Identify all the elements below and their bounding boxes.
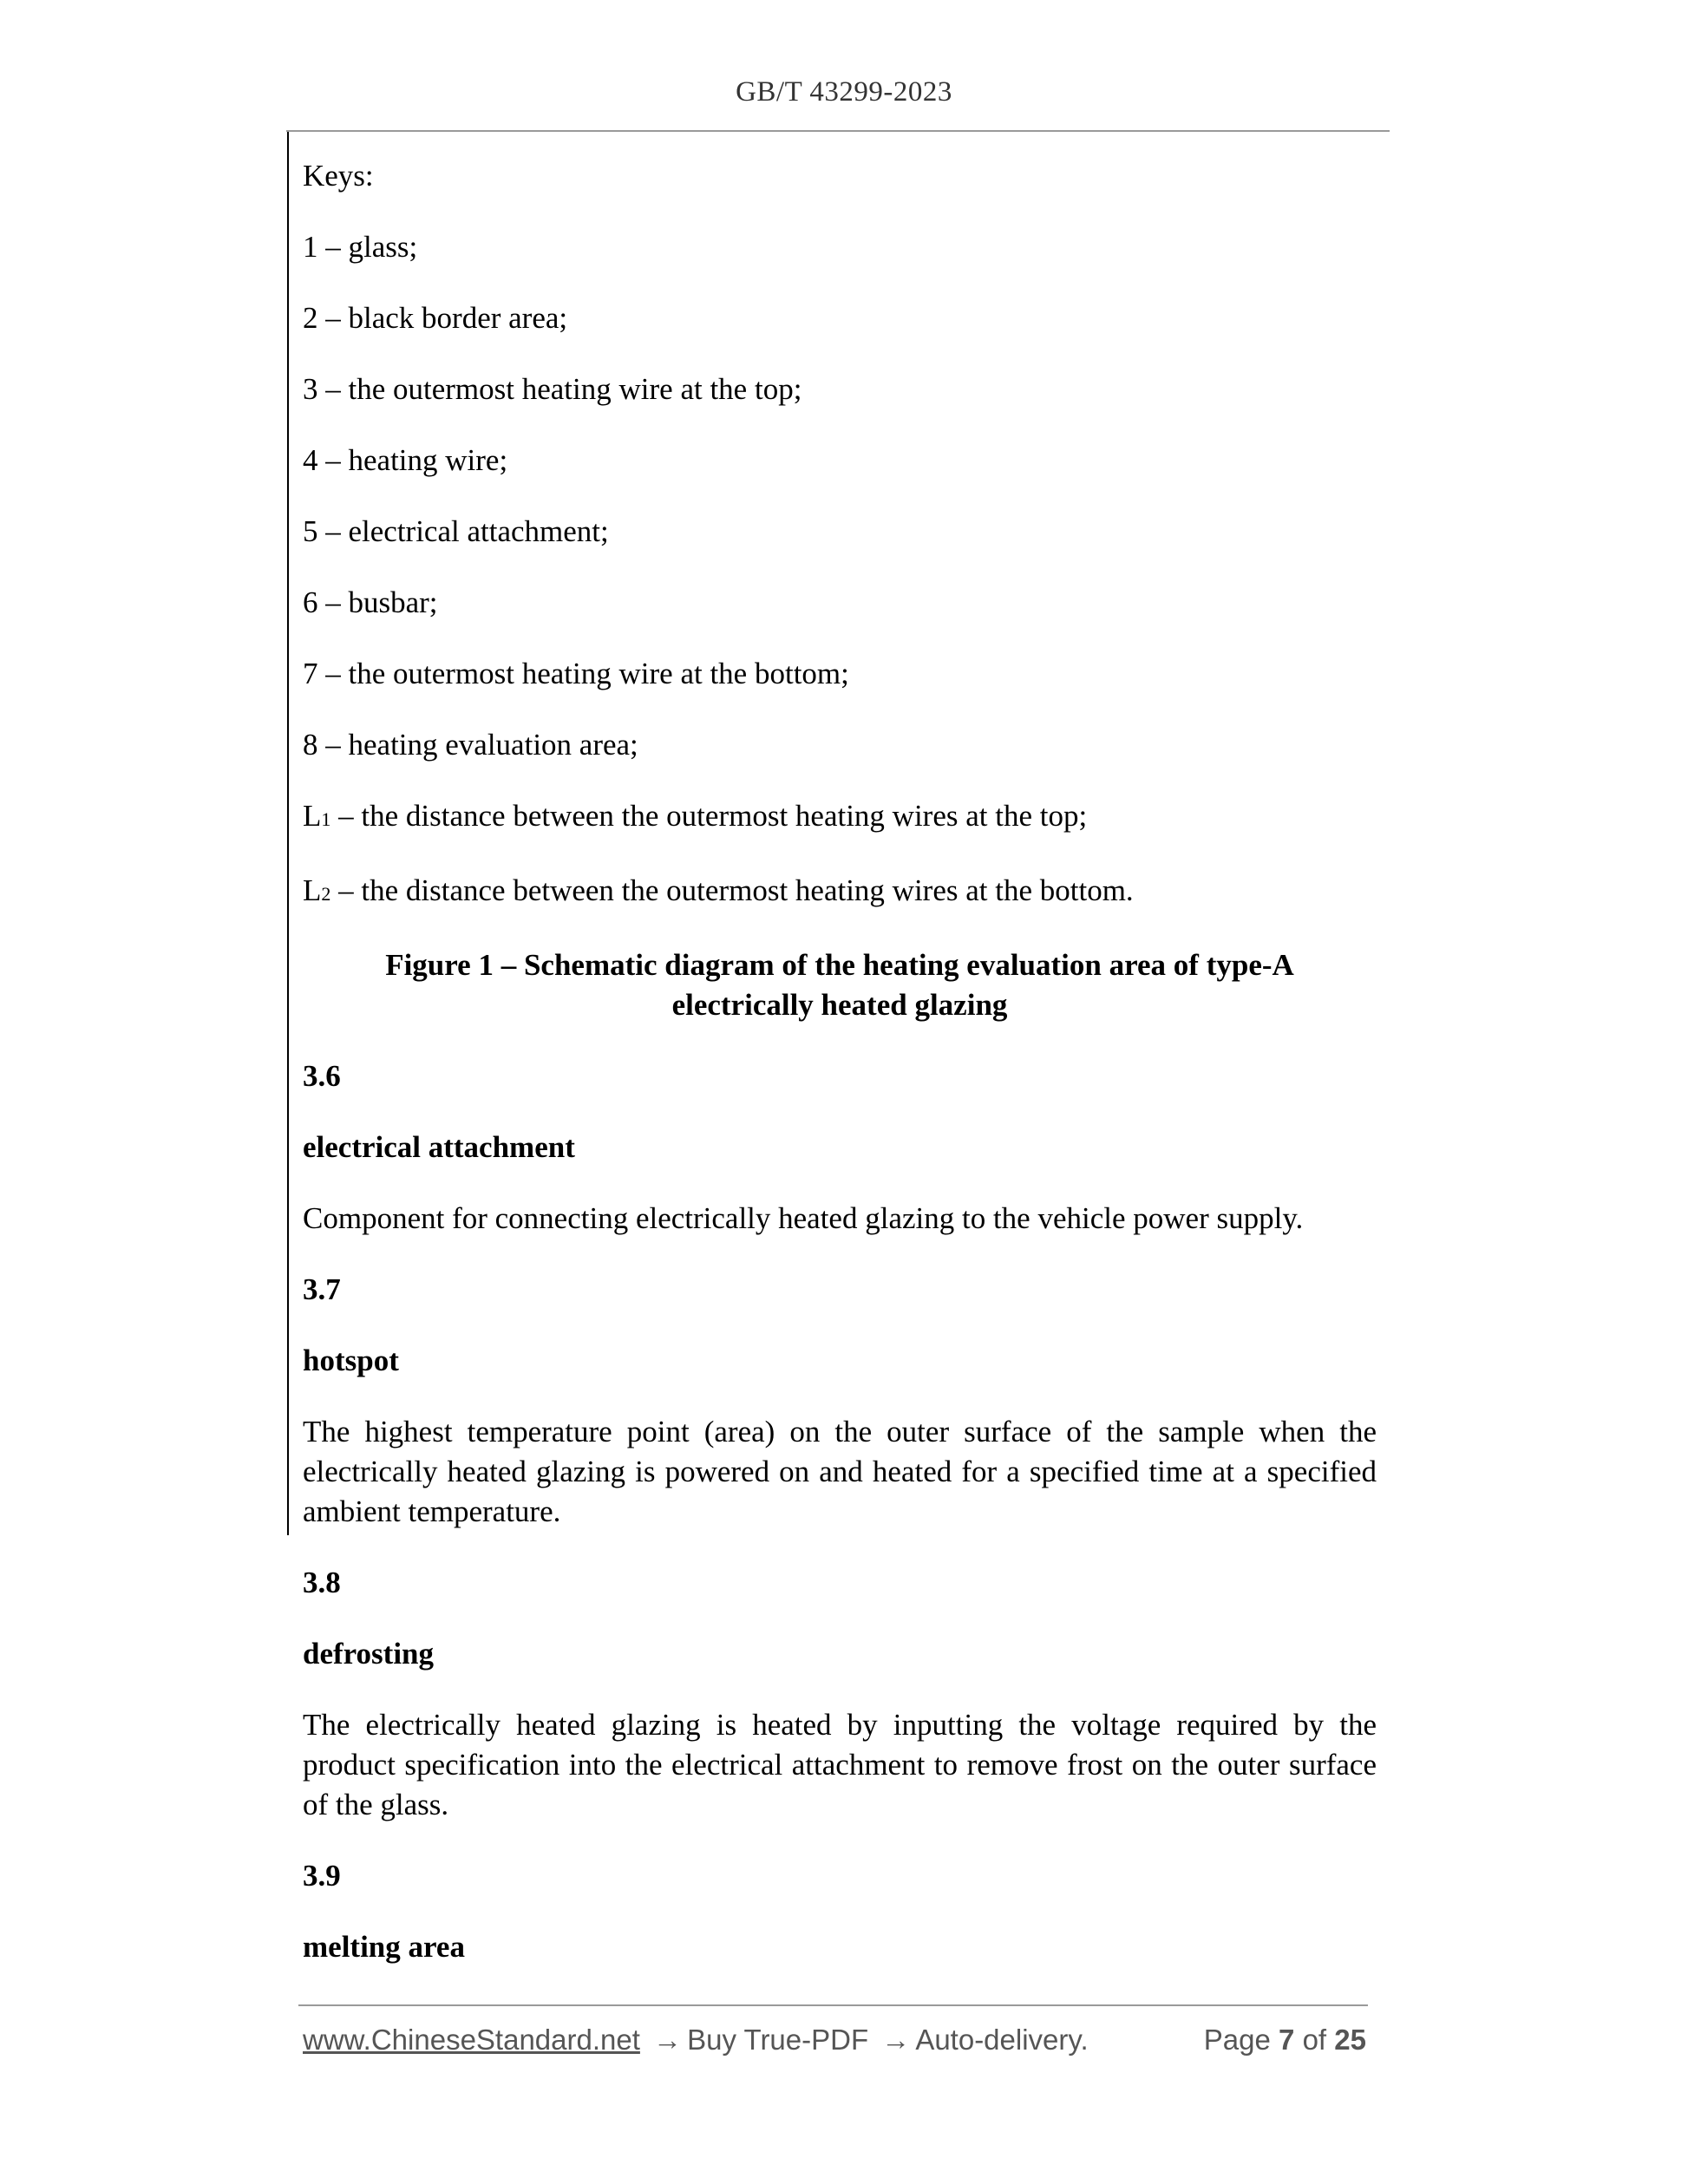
l2-description: – the distance between the outermost heating wires at the bottom. <box>330 873 1134 907</box>
footer-divider <box>298 2004 1368 2006</box>
arrow-right-icon: → <box>881 2024 911 2056</box>
section-number-3-9: 3.9 <box>303 1859 341 1893</box>
definition-defrosting: The electrically heated glazing is heated by inputting the voltage required by the product specification into the electrical attachment to remove frost on the outer surface of the glass. <box>303 1708 1377 1821</box>
l1-subscript: 1 <box>321 808 331 830</box>
auto-delivery-text: Auto-delivery. <box>915 2024 1089 2056</box>
page-footer <box>303 2024 1366 2056</box>
page-label: Page <box>1203 2024 1271 2056</box>
page-content <box>303 156 1377 1998</box>
footer-promo <box>303 2024 1089 2056</box>
key-item-6: 6 – busbar; <box>303 585 438 619</box>
l1-description: – the distance between the outermost heating wires at the top; <box>330 799 1088 833</box>
section-number-3-7: 3.7 <box>303 1272 341 1306</box>
term-hotspot: hotspot <box>303 1344 399 1377</box>
l1-symbol: L <box>303 799 322 833</box>
section-number-3-8: 3.8 <box>303 1566 341 1599</box>
term-electrical-attachment: electrical attachment <box>303 1130 575 1164</box>
l2-symbol: L <box>303 873 322 907</box>
website-link[interactable]: www.ChineseStandard.net <box>303 2024 640 2056</box>
key-item-3: 3 – the outermost heating wire at the top; <box>303 372 802 406</box>
key-item-5: 5 – electrical attachment; <box>303 514 609 548</box>
term-defrosting: defrosting <box>303 1637 435 1671</box>
l2-subscript: 2 <box>321 883 331 905</box>
buy-true-pdf-text: Buy True-PDF <box>687 2024 869 2056</box>
section-number-3-6: 3.6 <box>303 1059 341 1093</box>
key-item-2: 2 – black border area; <box>303 301 568 335</box>
of-label: of <box>1302 2024 1327 2056</box>
total-pages-number: 25 <box>1334 2024 1366 2056</box>
revision-change-bar <box>287 132 289 1535</box>
keys-title: Keys: <box>303 159 374 193</box>
figure-caption-line-1: Figure 1 – Schematic diagram of the heating evaluation area of type-A <box>385 948 1294 982</box>
current-page-number: 7 <box>1279 2024 1295 2056</box>
header-divider <box>286 130 1390 132</box>
key-item-4: 4 – heating wire; <box>303 443 508 477</box>
key-item-1: 1 – glass; <box>303 230 418 264</box>
figure-caption-line-2: electrically heated glazing <box>671 988 1008 1022</box>
arrow-right-icon: → <box>653 2024 683 2056</box>
key-item-l2 <box>303 871 1377 914</box>
key-item-8: 8 – heating evaluation area; <box>303 728 638 762</box>
page-header-standard-code: GB/T 43299-2023 <box>736 76 952 108</box>
key-item-l1 <box>303 796 1377 840</box>
page-indicator <box>1204 2024 1366 2056</box>
definition-electrical-attachment: Component for connecting electrically heated glazing to the vehicle power supply. <box>303 1201 1304 1235</box>
key-item-7: 7 – the outermost heating wire at the bottom; <box>303 657 849 690</box>
term-melting-area: melting area <box>303 1930 465 1964</box>
figure-caption <box>303 945 1377 1025</box>
definition-hotspot: The highest temperature point (area) on the outer surface of the sample when the electrically heated glazing is powered on and heated for a specified time at a specified ambient temperature. <box>303 1415 1377 1528</box>
